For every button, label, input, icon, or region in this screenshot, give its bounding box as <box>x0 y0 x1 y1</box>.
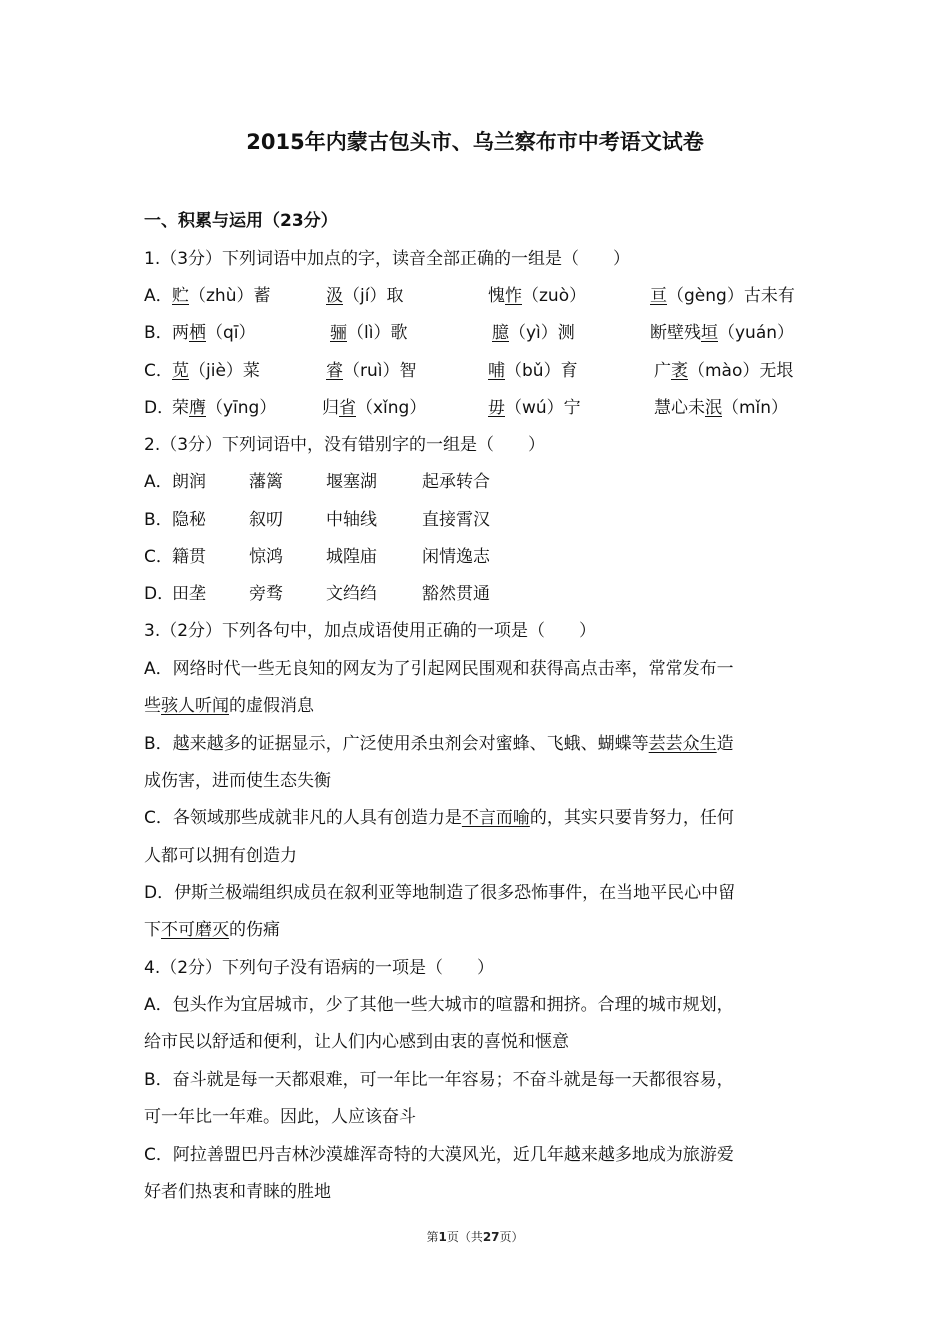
option-cell: 睿（ruì）智 <box>326 361 417 381</box>
option-cell: 臆（yì）测 <box>492 323 575 343</box>
option-word: 城隍庙 <box>326 547 377 567</box>
q4-option-a-line2: 给市民以舒适和便利，让人们内心感到由衷的喜悦和惬意 <box>144 1032 569 1052</box>
q3-option-c-line1: C．各领域那些成就非凡的人具有创造力是不言而喻的，其实只要肯努力，任何 <box>144 808 734 828</box>
q3-option-c-line2: 人都可以拥有创造力 <box>144 846 297 866</box>
option-word: 朗润 <box>172 472 206 492</box>
option-cell: 骊（lì）歌 <box>330 323 408 343</box>
option-word: 起承转合 <box>422 472 490 492</box>
option-cell: 两栖（qī） <box>172 323 256 343</box>
option-label: B． <box>144 323 173 343</box>
q4-option-b-line2: 可一年比一年难。因此，人应该奋斗 <box>144 1107 416 1127</box>
q3-option-d-line2: 下不可磨灭的伤痛 <box>144 920 280 940</box>
option-word: 闲情逸志 <box>422 547 490 567</box>
option-label: B． <box>144 510 173 530</box>
q2-option-c <box>144 547 490 567</box>
option-cell: 断壁残垣（yuán） <box>650 323 795 343</box>
option-cell: 荣膺（yīng） <box>172 398 277 418</box>
q3-option-a-line2: 些骇人听闻的虚假消息 <box>144 696 314 716</box>
option-cell: 苋（jiè）菜 <box>172 361 260 381</box>
option-cell: 亘（gèng）古未有 <box>650 286 795 306</box>
option-label: D． <box>144 398 175 418</box>
q1-option-b <box>144 323 795 343</box>
option-cell: 哺（bǔ）育 <box>488 361 578 381</box>
option-cell: 汲（jí）取 <box>326 286 404 306</box>
q4-option-a-line1: A．包头作为宜居城市，少了其他一些大城市的喧嚣和拥挤。合理的城市规划， <box>144 995 734 1015</box>
option-label: A． <box>144 472 173 492</box>
question-4-stem: 4.（2分）下列句子没有语病的一项是（ ） <box>144 958 495 978</box>
q3-option-a-line1: A．网络时代一些无良知的网友为了引起网民围观和获得高点击率，常常发布一 <box>144 659 734 679</box>
option-word: 堰塞湖 <box>326 472 377 492</box>
option-word: 籍贯 <box>172 547 206 567</box>
exam-title: 2015年内蒙古包头市、乌兰察布市中考语文试卷 <box>246 130 704 154</box>
section-heading: 一、积累与运用（23分） <box>144 211 338 231</box>
option-cell: 愧怍（zuò） <box>488 286 587 306</box>
option-label: A． <box>144 286 173 306</box>
option-cell: 毋（wú）宁 <box>488 398 581 418</box>
q2-option-b <box>144 510 490 530</box>
option-word: 隐秘 <box>172 510 206 530</box>
option-cell: 归省（xǐng） <box>322 398 427 418</box>
q4-option-b-line1: B．奋斗就是每一天都艰难，可一年比一年容易；不奋斗就是每一天都很容易， <box>144 1070 734 1090</box>
option-word: 藩篱 <box>249 472 283 492</box>
q4-option-c-line1: C．阿拉善盟巴丹吉林沙漠雄浑奇特的大漠风光，近几年越来越多地成为旅游爱 <box>144 1145 734 1165</box>
option-label: C． <box>144 547 173 567</box>
q1-option-d <box>144 398 789 418</box>
page-footer: 第1页（共27页） <box>426 1230 524 1244</box>
option-cell: 贮（zhù）蓄 <box>172 286 271 306</box>
option-cell: 慧心未泯（mǐn） <box>654 398 789 418</box>
question-3-stem: 3.（2分）下列各句中，加点成语使用正确的一项是（ ） <box>144 621 597 641</box>
question-2-stem: 2.（3分）下列词语中，没有错别字的一组是（ ） <box>144 435 546 455</box>
q3-option-d-line1: D．伊斯兰极端组织成员在叙利亚等地制造了很多恐怖事件，在当地平民心中留 <box>144 883 736 903</box>
q3-option-b-line2: 成伤害，进而使生态失衡 <box>144 771 331 791</box>
option-word: 惊鸿 <box>249 547 283 567</box>
page-total: 27 <box>482 1230 500 1244</box>
page-number: 1 <box>438 1230 447 1244</box>
q1-option-c <box>144 361 794 381</box>
option-word: 文绉绉 <box>326 584 377 604</box>
underlined-idiom: 不可磨灭 <box>161 920 229 940</box>
q2-option-a <box>144 472 490 492</box>
option-word: 豁然贯通 <box>422 584 490 604</box>
option-label: C． <box>144 361 173 381</box>
option-word: 直接霄汉 <box>422 510 490 530</box>
option-word: 旁骛 <box>249 584 283 604</box>
question-1-stem: 1.（3分）下列词语中加点的字，读音全部正确的一组是（ ） <box>144 249 631 269</box>
underlined-idiom: 芸芸众生 <box>648 734 717 754</box>
q3-option-b-line1: B．越来越多的证据显示，广泛使用杀虫剂会对蜜蜂、飞蛾、蝴蝶等芸芸众生造 <box>144 734 734 754</box>
q4-option-c-line2: 好者们热衷和青睐的胜地 <box>144 1182 331 1202</box>
option-word: 叙叨 <box>249 510 283 530</box>
option-word: 田垄 <box>172 584 206 604</box>
q1-option-a <box>144 286 795 306</box>
underlined-idiom: 不言而喻 <box>461 808 530 828</box>
underlined-idiom: 骇人听闻 <box>161 696 229 716</box>
option-word: 中轴线 <box>326 510 377 530</box>
q2-option-d <box>144 584 490 604</box>
option-label: D． <box>144 584 175 604</box>
option-cell: 广袤（mào）无垠 <box>654 361 794 381</box>
